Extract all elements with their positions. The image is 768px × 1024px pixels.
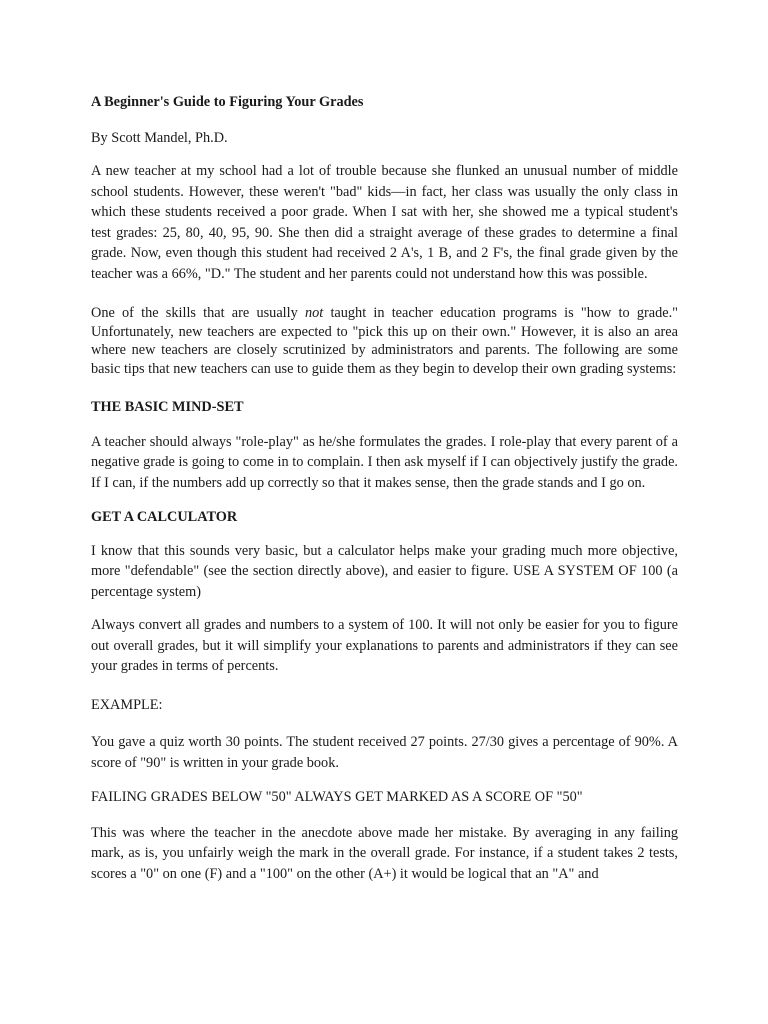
document-title: A Beginner's Guide to Figuring Your Grades — [91, 94, 364, 110]
skills-emphasis: not — [304, 305, 324, 321]
convert-paragraph: Always convert all grades and numbers to a system of 100. It will not only be easier for you to figure out overall grades, but it will simplify your explanations to parents and administrators if they can see your grades in terms of percents. — [91, 617, 678, 674]
skills-text-after: taught in teacher education programs is "how to grade." Unfortunately, new teachers are expected to "pick this up on their own." However, it is also an area where new teachers are closely scrutinized by administrators and parents. The following are some basic tips that new teachers can use to guide them as they begin to develop their own grading systems: — [91, 305, 678, 377]
failing-paragraph: This was where the teacher in the anecdote above made her mistake. By averaging in any failing mark, as is, you unfairly weigh the mark in the overall grade. For instance, if a student takes 2 tests, scores a "0" on one (F) and a "100" on the other (A+) it would be logical that an "A" and — [91, 824, 678, 882]
mindset-paragraph: A teacher should always "role-play" as he/she formulates the grades. I role-play that every parent of a negative grade is going to come in to complain. I then ask myself if I can objectively justify the grade. If I can, if the numbers add up correctly so that it makes sense, then the grade stands and I go on. — [91, 433, 678, 491]
failing-grades-heading: FAILING GRADES BELOW "50" ALWAYS GET MARKED AS A SCORE OF "50" — [91, 789, 583, 805]
example-paragraph: You gave a quiz worth 30 points. The student received 27 points. 27/30 gives a percentage of 90%. A score of "90" is written in your grade book. — [91, 734, 678, 771]
example-label: EXAMPLE: — [91, 696, 163, 713]
skills-text-before: One of the skills that are usually — [91, 305, 305, 321]
heading-get-calculator: GET A CALCULATOR — [91, 509, 238, 525]
calculator-paragraph: I know that this sounds very basic, but a calculator helps make your grading much more objective, more "defendable" (see the section directly above), and easier to figure. USE A SYSTEM OF 100 (a percentage system) — [91, 542, 678, 600]
skills-paragraph — [91, 304, 678, 378]
intro-paragraph: A new teacher at my school had a lot of trouble because she flunked an unusual number of middle school students. However, these weren't "bad" kids—in fact, her class was usually the only class in which these students received a poor grade. When I sat with her, she showed me a typical student's test grades: 25, 80, 40, 95, 90. She then did a straight average of these grades to determine a final grade. Now, even though this student had received 2 A's, 1 B, and 2 F's, the final grade given by the teacher was a 66%, "D." The student and her parents could not understand how this was possible. — [91, 163, 678, 282]
document-page — [91, 92, 678, 884]
heading-basic-mindset: THE BASIC MIND-SET — [91, 399, 244, 415]
byline: By Scott Mandel, Ph.D. — [91, 129, 228, 146]
